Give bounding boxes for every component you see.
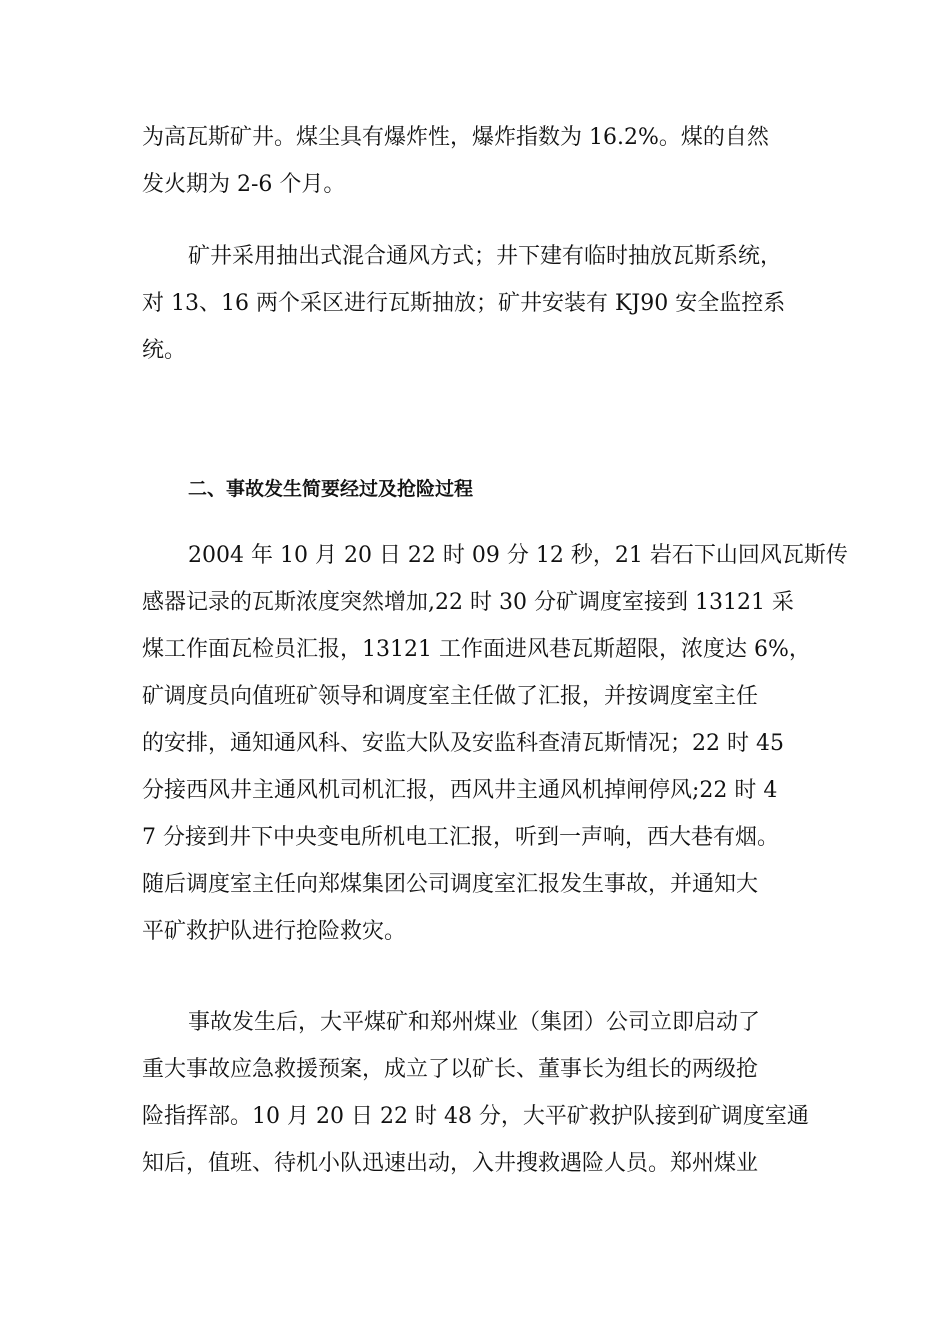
paragraph-line: 矿井采用抽出式混合通风方式；井下建有临时抽放瓦斯系统，	[188, 244, 783, 269]
paragraph-line: 随后调度室主任向郑煤集团公司调度室汇报发生事故，并通知大	[142, 872, 759, 897]
paragraph-line: 7 分接到井下中央变电所机电工汇报，听到一声响，西大巷有烟。	[142, 825, 779, 850]
paragraph-line: 平矿救护队进行抢险救灾。	[142, 919, 407, 944]
paragraph-line: 煤工作面瓦检员汇报，13121 工作面进风巷瓦斯超限，浓度达 6%，	[142, 637, 811, 662]
paragraph-line: 矿调度员向值班矿领导和调度室主任做了汇报，并按调度室主任	[142, 684, 759, 709]
paragraph-line: 为高瓦斯矿井。煤尘具有爆炸性，爆炸指数为 16.2%。煤的自然	[142, 125, 769, 150]
section-heading: 二、事故发生简要经过及抢险过程	[188, 478, 474, 500]
paragraph-line: 2004 年 10 月 20 日 22 时 09 分 12 秒，21 岩石下山回风瓦斯传	[188, 543, 848, 568]
paragraph-line: 发火期为 2-6 个月。	[142, 172, 346, 197]
paragraph-line: 感器记录的瓦斯浓度突然增加,22 时 30 分矿调度室接到 13121 采	[142, 590, 794, 615]
paragraph-line: 对 13、16 两个采区进行瓦斯抽放；矿井安装有 KJ90 安全监控系	[142, 291, 786, 316]
paragraph-line: 分接西风井主通风机司机汇报，西风井主通风机掉闸停风;22 时 4	[142, 778, 778, 803]
paragraph-line: 险指挥部。10 月 20 日 22 时 48 分，大平矿救护队接到矿调度室通	[142, 1104, 809, 1129]
paragraph-1	[142, 114, 818, 208]
paragraph-line: 的安排，通知通风科、安监大队及安监科查清瓦斯情况；22 时 45	[142, 731, 784, 756]
paragraph-3	[142, 532, 848, 955]
paragraph-2	[142, 233, 818, 374]
paragraph-line: 事故发生后，大平煤矿和郑州煤业（集团）公司立即启动了	[188, 1010, 761, 1035]
paragraph-line: 知后，值班、待机小队迅速出动，入井搜救遇险人员。郑州煤业	[142, 1151, 759, 1176]
paragraph-line: 统。	[142, 338, 187, 363]
paragraph-4	[142, 999, 818, 1187]
paragraph-line: 重大事故应急救援预案，成立了以矿长、董事长为组长的两级抢	[142, 1057, 759, 1082]
